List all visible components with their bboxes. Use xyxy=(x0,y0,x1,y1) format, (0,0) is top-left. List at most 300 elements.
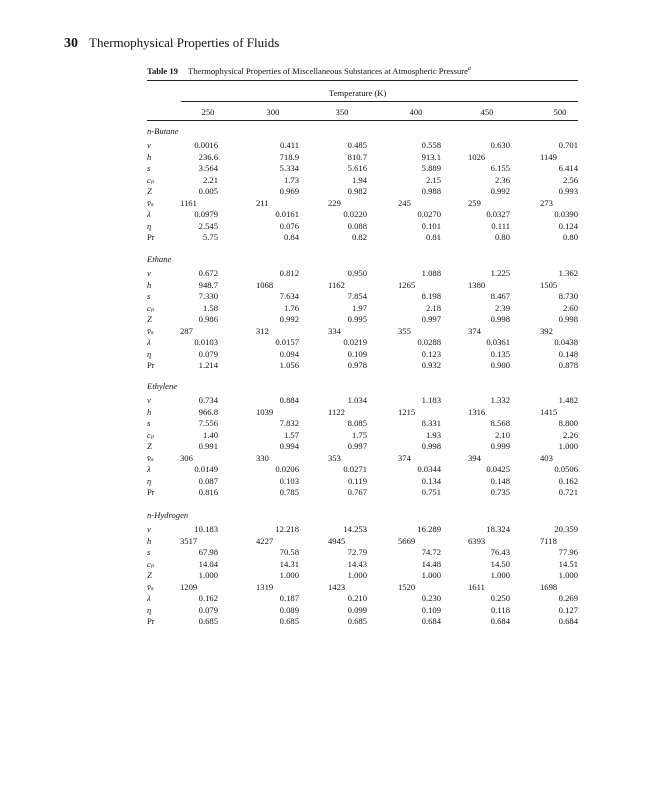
table-cell: 1.225 xyxy=(490,268,510,278)
table-cell: 8.800 xyxy=(558,418,578,429)
table-row xyxy=(147,570,578,581)
section-heading: n-Butane xyxy=(147,126,179,136)
table-cell: 0.812 xyxy=(279,268,299,278)
table-cell: 1.034 xyxy=(347,395,367,405)
row-symbol: Z xyxy=(147,186,152,197)
table-row xyxy=(147,314,578,325)
table-cell: 0.0506 xyxy=(554,464,578,475)
table-cell: 0.103 xyxy=(279,475,299,486)
table-cell: 8.568 xyxy=(490,418,510,429)
table-cell: 0.0157 xyxy=(275,337,299,348)
table-cell: 0.079 xyxy=(198,604,218,615)
table-cell: 5.616 xyxy=(347,163,367,174)
table-cell: 10.183 xyxy=(194,524,218,534)
table-cell: 0.135 xyxy=(490,348,510,359)
column-header: 300 xyxy=(266,107,280,117)
table-cell: 1.056 xyxy=(279,360,299,371)
row-symbol: Pr xyxy=(147,616,155,627)
table-cell: 2.56 xyxy=(562,174,578,185)
table-caption-text: Thermophysical Properties of Miscellaneous Substances at Atmospheric Pressure xyxy=(187,66,468,76)
row-symbol: Z xyxy=(147,314,152,325)
table-cell: 1380 xyxy=(468,279,486,290)
table-cell: 0.992 xyxy=(279,314,299,325)
table-cell: 0.162 xyxy=(558,475,578,486)
table-row xyxy=(147,407,578,418)
table-cell: 5.75 xyxy=(202,232,218,243)
table-cell: 0.684 xyxy=(558,616,578,627)
top-rule xyxy=(147,80,578,81)
table-cell: 0.997 xyxy=(347,441,367,452)
table-cell: 1.183 xyxy=(421,395,441,405)
table-cell: 0.81 xyxy=(425,232,441,243)
table-cell: 14.04 xyxy=(198,558,218,569)
table-cell: 0.684 xyxy=(490,616,510,627)
table-cell: 0.210 xyxy=(347,593,367,604)
table-cell: 1265 xyxy=(398,279,416,290)
table-row xyxy=(147,418,578,429)
table-cell: 1.000 xyxy=(490,570,510,581)
table-cell: 1.94 xyxy=(351,174,367,185)
table-cell: 355 xyxy=(398,325,411,336)
table-cell: 1698 xyxy=(540,581,558,592)
row-symbol: λ xyxy=(147,464,151,475)
row-symbol: cₚ xyxy=(147,429,155,440)
page-number: 30 xyxy=(64,36,78,51)
table-cell: 77.96 xyxy=(558,547,578,558)
table-cell: 0.0327 xyxy=(486,209,510,220)
section-heading: Ethylene xyxy=(147,381,178,391)
row-symbol: h xyxy=(147,151,152,162)
table-cell: 14.253 xyxy=(343,524,367,534)
row-symbol: v xyxy=(147,395,151,405)
table-cell: 4945 xyxy=(328,535,346,546)
table-cell: 394 xyxy=(468,452,481,463)
table-cell: 0.997 xyxy=(421,314,441,325)
row-symbol: cₚ xyxy=(147,558,155,569)
table-row xyxy=(147,280,578,291)
table-cell: 0.124 xyxy=(558,220,578,231)
table-cell: 0.411 xyxy=(279,140,299,150)
row-symbol: h xyxy=(147,406,152,417)
table-cell: 0.878 xyxy=(558,360,578,371)
table-cell: 14.51 xyxy=(558,558,578,569)
table-cell: 2.26 xyxy=(562,429,578,440)
table-cell: 1.75 xyxy=(351,429,367,440)
table-cell: 0.995 xyxy=(347,314,367,325)
table-cell: 1.40 xyxy=(202,429,218,440)
table-cell: 0.123 xyxy=(421,348,441,359)
table-cell: 0.0206 xyxy=(275,464,299,475)
table-cell: 0.982 xyxy=(347,186,367,197)
table-cell: 7118 xyxy=(540,535,557,546)
table-cell: 1.000 xyxy=(558,570,578,581)
table-cell: 0.0219 xyxy=(343,337,367,348)
table-cell: 0.558 xyxy=(421,140,441,150)
table-cell: 273 xyxy=(540,197,553,208)
table-cell: 0.0161 xyxy=(275,209,299,220)
table-cell: 1.214 xyxy=(198,360,218,371)
row-symbol: s xyxy=(147,418,151,429)
table-cell: 0.684 xyxy=(421,616,441,627)
table-cell: 353 xyxy=(328,452,341,463)
table-cell: 1149 xyxy=(540,151,557,162)
column-header-rule xyxy=(147,120,578,121)
table-row xyxy=(147,616,578,627)
table-cell: 20.359 xyxy=(554,524,578,534)
table-row xyxy=(147,430,578,441)
table-cell: 1122 xyxy=(328,406,345,417)
table-cell: 0.84 xyxy=(283,232,299,243)
table-cell: 0.134 xyxy=(421,475,441,486)
table-cell: 1162 xyxy=(328,279,345,290)
table-cell: 0.0016 xyxy=(194,140,218,150)
row-symbol: η xyxy=(147,348,152,359)
table-row xyxy=(147,326,578,337)
row-symbol: h xyxy=(147,535,152,546)
table-row xyxy=(147,559,578,570)
table-cell: 287 xyxy=(180,325,193,336)
table-cell: 0.998 xyxy=(558,314,578,325)
table-cell: 810.7 xyxy=(347,151,367,162)
table-cell: 16.289 xyxy=(417,524,441,534)
table-cell: 2.18 xyxy=(425,302,441,313)
table-cell: 1.482 xyxy=(558,395,578,405)
table-cell: 14.48 xyxy=(421,558,441,569)
row-symbol: cₚ xyxy=(147,302,155,313)
table-row xyxy=(147,476,578,487)
column-header: 250 xyxy=(201,107,215,117)
table-cell: 948.7 xyxy=(198,279,218,290)
table-cell: 0.0979 xyxy=(194,209,218,220)
table-cell: 0.988 xyxy=(421,186,441,197)
row-symbol: η xyxy=(147,475,152,486)
table-row xyxy=(147,453,578,464)
table-row xyxy=(147,395,578,406)
row-symbol: v̄ₛ xyxy=(147,325,154,336)
table-cell: 0.0361 xyxy=(486,337,510,348)
table-cell: 14.50 xyxy=(490,558,510,569)
table-cell: 1209 xyxy=(180,581,198,592)
table-cell: 0.485 xyxy=(347,140,367,150)
table-cell: 0.005 xyxy=(198,186,218,197)
table-cell: 0.82 xyxy=(351,232,367,243)
table-cell: 0.230 xyxy=(421,593,441,604)
table-cell: 1.362 xyxy=(558,268,578,278)
row-symbol: s xyxy=(147,547,151,558)
row-symbol: v̄ₛ xyxy=(147,452,154,463)
table-cell: 7.832 xyxy=(279,418,299,429)
table-cell: 1.57 xyxy=(283,429,299,440)
table-cell: 1161 xyxy=(180,197,197,208)
table-cell: 1423 xyxy=(328,581,346,592)
table-cell: 403 xyxy=(540,452,553,463)
table-cell: 1026 xyxy=(468,151,486,162)
table-cell: 0.148 xyxy=(558,348,578,359)
table-row xyxy=(147,198,578,209)
table-cell: 1039 xyxy=(256,406,274,417)
table-row xyxy=(147,441,578,452)
table-cell: 0.099 xyxy=(347,604,367,615)
table-cell: 0.884 xyxy=(279,395,299,405)
table-cell: 0.992 xyxy=(490,186,510,197)
table-cell: 2.36 xyxy=(494,174,510,185)
running-title: Thermophysical Properties of Fluids xyxy=(89,35,280,50)
table-cell: 2.21 xyxy=(202,174,218,185)
table-cell: 374 xyxy=(468,325,481,336)
table-cell: 67.98 xyxy=(198,547,218,558)
table-cell: 0.969 xyxy=(279,186,299,197)
table-cell: 5.334 xyxy=(279,163,299,174)
table-cell: 0.0220 xyxy=(343,209,367,220)
table-cell: 0.986 xyxy=(198,314,218,325)
table-cell: 0.079 xyxy=(198,348,218,359)
table-cell: 6.414 xyxy=(558,163,578,174)
table-cell: 7.556 xyxy=(198,418,218,429)
table-cell: 1.93 xyxy=(425,429,441,440)
section-heading: n-Hydrogen xyxy=(147,510,189,520)
table-cell: 76.43 xyxy=(490,547,510,558)
table-cell: 0.630 xyxy=(490,140,510,150)
table-cell: 12.218 xyxy=(275,524,299,534)
table-cell: 1.76 xyxy=(283,302,299,313)
table-cell: 1.73 xyxy=(283,174,299,185)
table-row xyxy=(147,337,578,348)
table-row xyxy=(147,221,578,232)
table-row xyxy=(147,232,578,243)
table-cell: 374 xyxy=(398,452,411,463)
row-symbol: h xyxy=(147,279,152,290)
table-caption xyxy=(147,66,471,76)
table-cell: 1520 xyxy=(398,581,416,592)
row-symbol: v̄ₛ xyxy=(147,197,154,208)
row-symbol: v xyxy=(147,524,151,534)
table-cell: 966.8 xyxy=(198,406,218,417)
row-symbol: Pr xyxy=(147,487,155,498)
table-cell: 1068 xyxy=(256,279,274,290)
table-cell: 0.094 xyxy=(279,348,299,359)
row-symbol: Z xyxy=(147,570,152,581)
table-row xyxy=(147,186,578,197)
column-header: 450 xyxy=(480,107,494,117)
row-symbol: s xyxy=(147,291,151,302)
table-cell: 0.767 xyxy=(347,487,367,498)
table-cell: 236.6 xyxy=(198,151,218,162)
table-cell: 0.0103 xyxy=(194,337,218,348)
table-cell: 8.085 xyxy=(347,418,367,429)
table-cell: 0.685 xyxy=(198,616,218,627)
row-symbol: λ xyxy=(147,593,151,604)
table-cell: 14.31 xyxy=(279,558,299,569)
table-row xyxy=(147,163,578,174)
table-cell: 211 xyxy=(256,197,269,208)
temperature-header: Temperature (K) xyxy=(329,88,387,98)
row-symbol: η xyxy=(147,604,152,615)
table-cell: 0.785 xyxy=(279,487,299,498)
table-cell: 0.701 xyxy=(558,140,578,150)
table-cell: 0.998 xyxy=(490,314,510,325)
table-row xyxy=(147,140,578,151)
table-cell: 0.685 xyxy=(347,616,367,627)
table-cell: 0.998 xyxy=(421,441,441,452)
table-cell: 74.72 xyxy=(421,547,441,558)
table-row xyxy=(147,464,578,475)
table-cell: 0.80 xyxy=(562,232,578,243)
table-cell: 70.58 xyxy=(279,547,299,558)
table-cell: 0.0271 xyxy=(343,464,367,475)
table-row xyxy=(147,152,578,163)
table-row xyxy=(147,175,578,186)
table-cell: 0.900 xyxy=(490,360,510,371)
section-heading: Ethane xyxy=(147,254,172,264)
caption-footnote-mark: a xyxy=(467,66,471,73)
table-cell: 1319 xyxy=(256,581,274,592)
table-cell: 0.119 xyxy=(347,475,367,486)
table-cell: 312 xyxy=(256,325,269,336)
row-symbol: η xyxy=(147,220,152,231)
table-cell: 6393 xyxy=(468,535,486,546)
table-cell: 8.331 xyxy=(421,418,441,429)
table-cell: 3.564 xyxy=(198,163,218,174)
table-cell: 1415 xyxy=(540,406,558,417)
table-cell: 0.991 xyxy=(198,441,218,452)
table-cell: 229 xyxy=(328,197,341,208)
table-cell: 0.993 xyxy=(558,186,578,197)
table-cell: 0.250 xyxy=(490,593,510,604)
table-row xyxy=(147,547,578,558)
table-cell: 0.0288 xyxy=(417,337,441,348)
table-cell: 6.155 xyxy=(490,163,510,174)
column-header: 350 xyxy=(335,107,349,117)
table-cell: 0.978 xyxy=(347,360,367,371)
running-header xyxy=(64,35,279,52)
row-symbol: v̄ₛ xyxy=(147,581,154,592)
table-cell: 0.111 xyxy=(491,220,510,231)
table-label: Table 19 xyxy=(147,66,178,76)
table-cell: 1.088 xyxy=(421,268,441,278)
table-cell: 0.0344 xyxy=(417,464,441,475)
table-cell: 0.162 xyxy=(198,593,218,604)
table-cell: 1.97 xyxy=(351,302,367,313)
table-cell: 0.148 xyxy=(490,475,510,486)
table-cell: 4227 xyxy=(256,535,274,546)
table-cell: 0.0270 xyxy=(417,209,441,220)
table-cell: 0.735 xyxy=(490,487,510,498)
table-cell: 1.000 xyxy=(279,570,299,581)
table-row xyxy=(147,303,578,314)
table-cell: 8.198 xyxy=(421,291,441,302)
table-cell: 7.330 xyxy=(198,291,218,302)
table-cell: 334 xyxy=(328,325,341,336)
table-cell: 5.889 xyxy=(421,163,441,174)
table-cell: 0.685 xyxy=(279,616,299,627)
table-cell: 0.721 xyxy=(558,487,578,498)
table-cell: 245 xyxy=(398,197,411,208)
table-cell: 0.950 xyxy=(347,268,367,278)
table-row xyxy=(147,349,578,360)
table-cell: 2.39 xyxy=(494,302,510,313)
column-header: 400 xyxy=(409,107,423,117)
table-cell: 2.10 xyxy=(494,429,510,440)
table-cell: 0.109 xyxy=(347,348,367,359)
table-cell: 7.634 xyxy=(279,291,299,302)
table-cell: 0.0390 xyxy=(554,209,578,220)
row-symbol: v xyxy=(147,268,151,278)
table-cell: 0.076 xyxy=(279,220,299,231)
table-cell: 3517 xyxy=(180,535,198,546)
row-symbol: Pr xyxy=(147,360,155,371)
table-row xyxy=(147,487,578,498)
table-cell: 0.0149 xyxy=(194,464,218,475)
table-cell: 1316 xyxy=(468,406,486,417)
table-row xyxy=(147,524,578,535)
table-cell: 0.088 xyxy=(347,220,367,231)
table-cell: 1505 xyxy=(540,279,558,290)
table-cell: 0.089 xyxy=(279,604,299,615)
table-cell: 5669 xyxy=(398,535,416,546)
table-cell: 1.332 xyxy=(490,395,510,405)
table-cell: 259 xyxy=(468,197,481,208)
table-cell: 2.60 xyxy=(562,302,578,313)
table-row xyxy=(147,593,578,604)
row-symbol: λ xyxy=(147,209,151,220)
table-cell: 1215 xyxy=(398,406,416,417)
table-cell: 2.15 xyxy=(425,174,441,185)
row-symbol: Pr xyxy=(147,232,155,243)
column-header: 500 xyxy=(553,107,567,117)
table-cell: 7.854 xyxy=(347,291,367,302)
table-cell: 0.932 xyxy=(421,360,441,371)
table-cell: 0.118 xyxy=(490,604,510,615)
table-cell: 0.80 xyxy=(494,232,510,243)
table-cell: 0.999 xyxy=(490,441,510,452)
table-row xyxy=(147,268,578,279)
table-cell: 14.43 xyxy=(347,558,367,569)
table-cell: 1.000 xyxy=(198,570,218,581)
table-cell: 0.109 xyxy=(421,604,441,615)
table-cell: 1611 xyxy=(468,581,485,592)
table-row xyxy=(147,360,578,371)
table-cell: 0.672 xyxy=(198,268,218,278)
row-symbol: Z xyxy=(147,441,152,452)
header-rule xyxy=(181,101,578,102)
table-row xyxy=(147,536,578,547)
row-symbol: cₚ xyxy=(147,174,155,185)
table-cell: 0.101 xyxy=(421,220,441,231)
table-cell: 330 xyxy=(256,452,269,463)
table-cell: 392 xyxy=(540,325,553,336)
table-cell: 72.79 xyxy=(347,547,367,558)
table-cell: 0.751 xyxy=(421,487,441,498)
row-symbol: v xyxy=(147,140,151,150)
table-cell: 1.000 xyxy=(347,570,367,581)
table-cell: 913.1 xyxy=(421,151,441,162)
table-cell: 1.000 xyxy=(558,441,578,452)
table-cell: 0.0425 xyxy=(486,464,510,475)
table-cell: 0.994 xyxy=(279,441,299,452)
table-cell: 1.000 xyxy=(421,570,441,581)
table-row xyxy=(147,605,578,616)
table-row xyxy=(147,291,578,302)
table-cell: 0.816 xyxy=(198,487,218,498)
row-symbol: s xyxy=(147,163,151,174)
table-cell: 18.324 xyxy=(486,524,510,534)
row-symbol: λ xyxy=(147,337,151,348)
table-cell: 8.730 xyxy=(558,291,578,302)
table-cell: 306 xyxy=(180,452,193,463)
table-row xyxy=(147,209,578,220)
table-cell: 2.545 xyxy=(198,220,218,231)
table-cell: 8.467 xyxy=(490,291,510,302)
